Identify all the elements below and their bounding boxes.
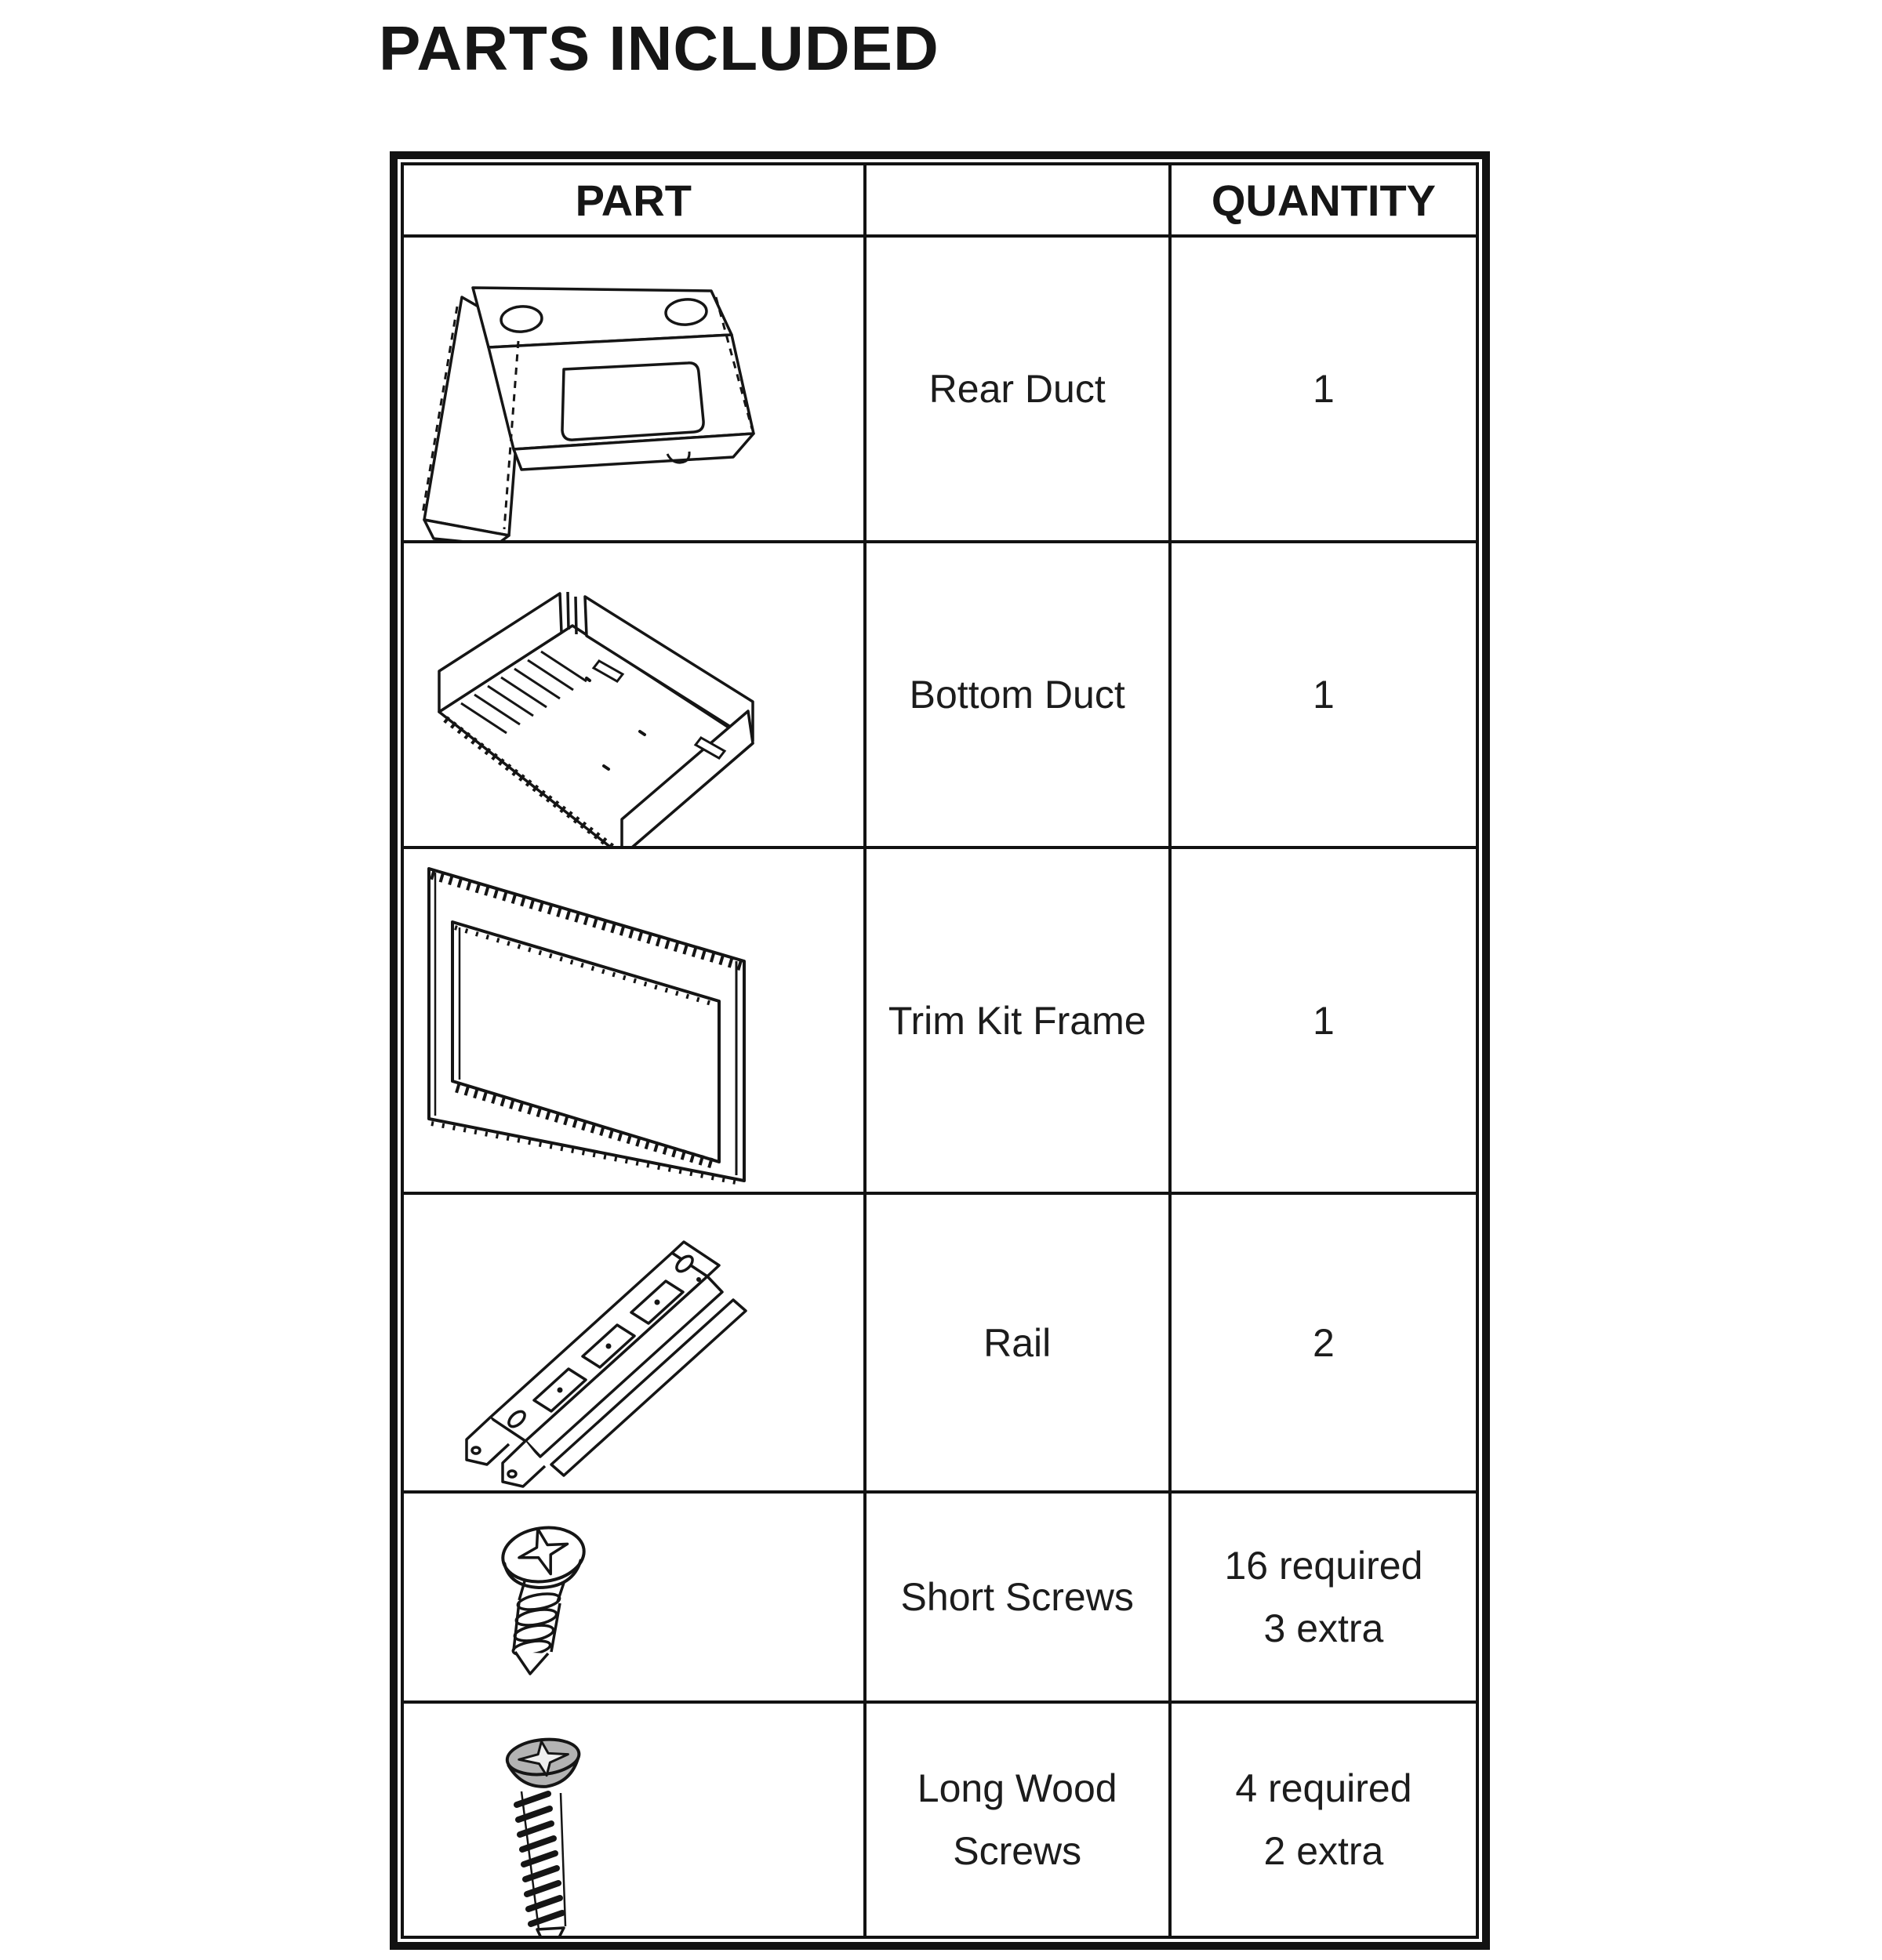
part-name: Rail xyxy=(865,1193,1170,1492)
table-row xyxy=(402,542,1477,848)
rail-icon xyxy=(459,1214,750,1492)
rail-illustration-cell xyxy=(402,1193,865,1492)
part-name: Short Screws xyxy=(865,1492,1170,1702)
bottom-duct-icon xyxy=(438,584,755,848)
part-quantity: 4 required 2 extra xyxy=(1170,1702,1477,1937)
table-header-row xyxy=(402,164,1477,236)
trim-kit-frame-illustration-cell xyxy=(402,848,865,1193)
part-quantity: 2 xyxy=(1170,1193,1477,1492)
table-row xyxy=(402,1492,1477,1702)
table-row xyxy=(402,236,1477,542)
long-wood-screw-icon xyxy=(503,1733,590,1937)
trim-kit-frame-icon xyxy=(427,866,747,1185)
parts-table-frame xyxy=(390,151,1490,1950)
table-row xyxy=(402,848,1477,1193)
part-quantity: 1 xyxy=(1170,848,1477,1193)
rear-duct-illustration-cell xyxy=(402,236,865,542)
table-row xyxy=(402,1193,1477,1492)
column-header-part: PART xyxy=(402,164,865,236)
part-quantity: 1 xyxy=(1170,542,1477,848)
part-name: Bottom Duct xyxy=(865,542,1170,848)
part-name: Rear Duct xyxy=(865,236,1170,542)
long-wood-screw-illustration-cell xyxy=(402,1702,865,1937)
column-header-quantity: QUANTITY xyxy=(1170,164,1477,236)
page-title: PARTS INCLUDED xyxy=(379,13,939,83)
rear-duct-icon xyxy=(420,286,757,542)
column-header-middle xyxy=(865,164,1170,236)
short-screw-icon xyxy=(498,1520,592,1677)
parts-table xyxy=(401,162,1479,1939)
part-name: Long Wood Screws xyxy=(865,1702,1170,1937)
part-quantity: 1 xyxy=(1170,236,1477,542)
short-screw-illustration-cell xyxy=(402,1492,865,1702)
part-quantity: 16 required 3 extra xyxy=(1170,1492,1477,1702)
table-row xyxy=(402,1702,1477,1937)
part-name: Trim Kit Frame xyxy=(865,848,1170,1193)
bottom-duct-illustration-cell xyxy=(402,542,865,848)
